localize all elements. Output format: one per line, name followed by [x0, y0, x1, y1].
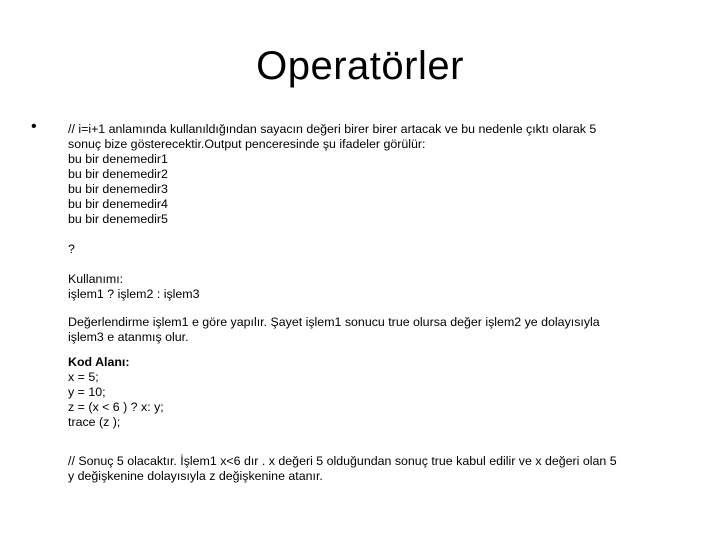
code-section	[68, 355, 688, 430]
output-line: bu bir denemedir3	[68, 182, 168, 196]
text-line: işlem3 e atanmış olur.	[68, 330, 189, 344]
text-line: Değerlendirme işlem1 e göre yapılır. Şayet işlem1 sonucu true olursa değer işlem2 ye dolayısıyla	[68, 315, 600, 329]
operator-symbol: ?	[68, 242, 75, 256]
text-line: sonuç bize gösterecektir.Output penceresinde şu ifadeler görülür:	[68, 137, 426, 151]
output-line: bu bir denemedir2	[68, 167, 168, 181]
usage-syntax: işlem1 ? işlem2 : işlem3	[68, 287, 200, 301]
slide-title: Operatörler	[256, 44, 464, 88]
evaluation-paragraph	[68, 315, 688, 345]
intro-paragraph	[68, 122, 688, 227]
text-line: y değişkenine dolayısıyla z değişkenine atanır.	[68, 469, 323, 483]
output-line: bu bir denemedir4	[68, 197, 168, 211]
bullet-point: •	[31, 118, 37, 135]
code-line: z = (x < 6 ) ? x: y;	[68, 400, 164, 414]
output-line: bu bir denemedir1	[68, 152, 168, 166]
code-line: trace (z );	[68, 415, 121, 429]
code-header: Kod Alanı:	[68, 355, 130, 369]
text-line: // Sonuç 5 olacaktır. İşlem1 x<6 dır . x değeri 5 olduğundan sonuç true kabul edilir ve x değeri olan 5	[68, 454, 617, 468]
operator-heading	[68, 242, 688, 257]
text-line: // i=i+1 anlamında kullanıldığından sayacın değeri birer birer artacak ve bu nedenle çıktı olarak 5	[68, 122, 597, 136]
output-line: bu bir denemedir5	[68, 212, 168, 226]
code-line: x = 5;	[68, 370, 99, 384]
usage-label: Kullanımı:	[68, 272, 124, 286]
result-paragraph	[68, 454, 688, 484]
code-line: y = 10;	[68, 385, 106, 399]
slide-body	[68, 122, 688, 484]
usage-paragraph	[68, 272, 688, 302]
